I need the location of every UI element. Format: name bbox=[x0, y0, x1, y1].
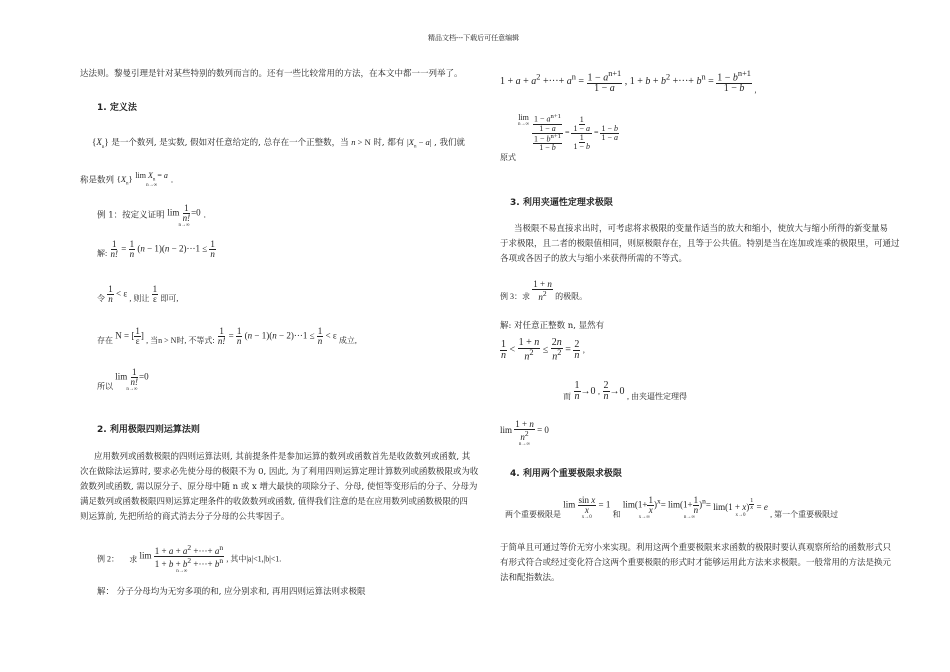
s2-line-2: 次在做除法运算时, 要求必先使分母的极限不为 0, 因此, 为了利用四则运算定理计算数列或函数极限或为收 bbox=[80, 467, 479, 477]
s4-line-2: 有形式符合或经过变化符合这两个重要极限的形式时才能够运用此方法来求极限。一般常用的方法是换元 bbox=[500, 558, 892, 568]
s3-line-3: 各项或各因子的放大与缩小来获得所需的不等式。 bbox=[500, 254, 688, 264]
squeeze-inequality: $\frac{1}{n}$ < $\frac{1 + n}{n^2}$ ≤ $\frac{2n}{n^2}$ = $\frac{2}{n}$ , bbox=[501, 337, 585, 363]
section-3-title: 3. 利用夹逼性定理求极限 bbox=[510, 198, 613, 208]
section-2-title: 2. 利用极限四则运算法则 bbox=[97, 425, 200, 435]
example-1-limit: lim $\frac{1}{n!}$ =0 n→∞ bbox=[167, 203, 201, 228]
example-2-solution: 解： 分子分母均为无穷多项的和, 应分别求和, 再用四则运算法则求极限 bbox=[97, 587, 366, 597]
condition-n-gt-N: n > N bbox=[351, 137, 371, 147]
abs-difference: $|X_n - a|$ bbox=[407, 137, 432, 150]
section-3-paragraph bbox=[500, 222, 900, 267]
important-limits-line: 两个重要极限是 lim $\frac{\text{sin x}}{x}$ = 1 x→0 和 lim(1+ $\frac{1}{x}$ )$^x$= x→∞ lim(1+ $\frac{1}{n}$ )$^n$= n→∞ lim(1 + x) $^{\frac{1}{x}}$ = e x→0 , 第一个重要极限过 bbox=[505, 495, 839, 520]
s4-line-1: 于简单且可通过等价无穷小来实现。利用这两个重要极限来求函数的极限时要认真观察所给的函数形式只 bbox=[500, 543, 892, 553]
example-1-line: 例 1：按定义证明 lim $\frac{1}{n!}$ =0 n→∞ . bbox=[97, 203, 207, 228]
s2-line-4: 满足数列或函数极限四则运算定理条件的收敛数列或函数, 值得我们注意的是在应用数列或函数极限的四 bbox=[80, 497, 468, 507]
conclusion-1: 所以 lim $\frac{1}{n!}$ =0 n→∞ bbox=[97, 367, 149, 392]
example-3-line: 例 3：求 $\frac{1 + n}{n^2}$ 的极限。 bbox=[500, 279, 588, 302]
example-3-solution: 解: 对任意正整数 n, 显然有 bbox=[500, 321, 605, 331]
s2-line-3: 敛数列或函数, 需以原分子、原分母中随 n 或 x 增大最快的项除分子、分母, 使恒等变形后的分子、分母为 bbox=[80, 482, 478, 492]
s2-line-5: 则运算前, 先把所给的商式消去分子分母的公共零因子。 bbox=[80, 512, 290, 522]
section-1-title: 1. 定义法 bbox=[97, 103, 137, 113]
page-header: 精品文档---下载后可任意编辑 bbox=[428, 34, 520, 42]
s3-line-2: 于求极限，且二者的极限值相同，则原极限存在，且等于公共值。特别是当在连加或连乘的极限里，可通过 bbox=[500, 239, 900, 249]
sequence-symbol: $\{X_n\}$ bbox=[92, 137, 109, 150]
s2-line-1: 应用数列或函数极限的四则运算法则, 其前提条件是参加运算的数列或函数首先是收敛数列或函数, 其 bbox=[94, 452, 471, 462]
geometric-series-formulas: $1 + a + a^2$ +···+ $a^n$ = $\frac{1 - a^{n+1}}{1 - a}$ , $1 + b + b^2$ +···+ $b^n$ = $\frac{1 - b^{n+1}}{1 - b}$ , bbox=[500, 69, 757, 95]
exist-line: 存在 N = [ $\frac{1}{\varepsilon}$ ] , 当n > N时, 不等式: $\frac{1}{n!}$ = $\frac{1}{n}$ (n − 1)(n − 2)···1 ≤ $\frac{1}{n}$ < ε 成立, bbox=[97, 326, 357, 346]
definition-line: $\{X_n\}$ 是一个数列, 是实数, 假如对任意给定的, 总存在一个正整数，当 n > N 时, 都有 $|X_n - a|$ , 我们就 bbox=[92, 137, 466, 150]
s4-line-3: 法和配指数法。 bbox=[500, 573, 560, 583]
sequence-symbol-2: $\{X_n\}$ bbox=[116, 174, 133, 187]
section-2-paragraph bbox=[80, 450, 479, 525]
let-line: 令 $\frac{1}{n}$ < ε , 则让 $\frac{1}{\varepsilon}$ 即可, bbox=[97, 284, 179, 304]
limit-definition: $\lim X_n = a$ n→∞ bbox=[135, 171, 168, 188]
section-4-paragraph bbox=[500, 541, 900, 586]
conclusion-3: lim $\frac{1 + n}{n^2}$ = 0 n→∞ bbox=[500, 419, 549, 447]
example-2-line: 例 2： 求 lim $\frac{1 + a + a^2 +\cdot\cdot\cdot+ a^n}{1 + b + b^2 +\cdot\cdot\cdot+ b^n}$ n→∞ , 其中|a|<1,|b|<1. bbox=[97, 543, 282, 574]
section-4-title: 4. 利用两个重要极限求极限 bbox=[510, 469, 622, 479]
s3-line-1: 当极限不易直接求出时，可考虑将求极限的变量作适当的放大和缩小，使放大与缩小所得的新变量易 bbox=[514, 224, 889, 234]
intro-line: 达法则。黎曼引理是针对某些特别的数列而言的。还有一些比较常用的方法，在本文中都一一列举了。 bbox=[80, 69, 463, 79]
definition-line-2: 称是数列 $\{X_n\}$ $\lim X_n = a$ n→∞ . bbox=[80, 171, 174, 188]
squeeze-limits: 而 $\frac{1}{n}$ →0 , $\frac{2}{n}$ →0 , 由夹逼性定理得 bbox=[563, 380, 687, 402]
solution-1-inequality: 解: $\frac{1}{n!}$ = $\frac{1}{n}$ (n − 1)(n − 2)···1 ≤ $\frac{1}{n}$ bbox=[97, 239, 215, 259]
